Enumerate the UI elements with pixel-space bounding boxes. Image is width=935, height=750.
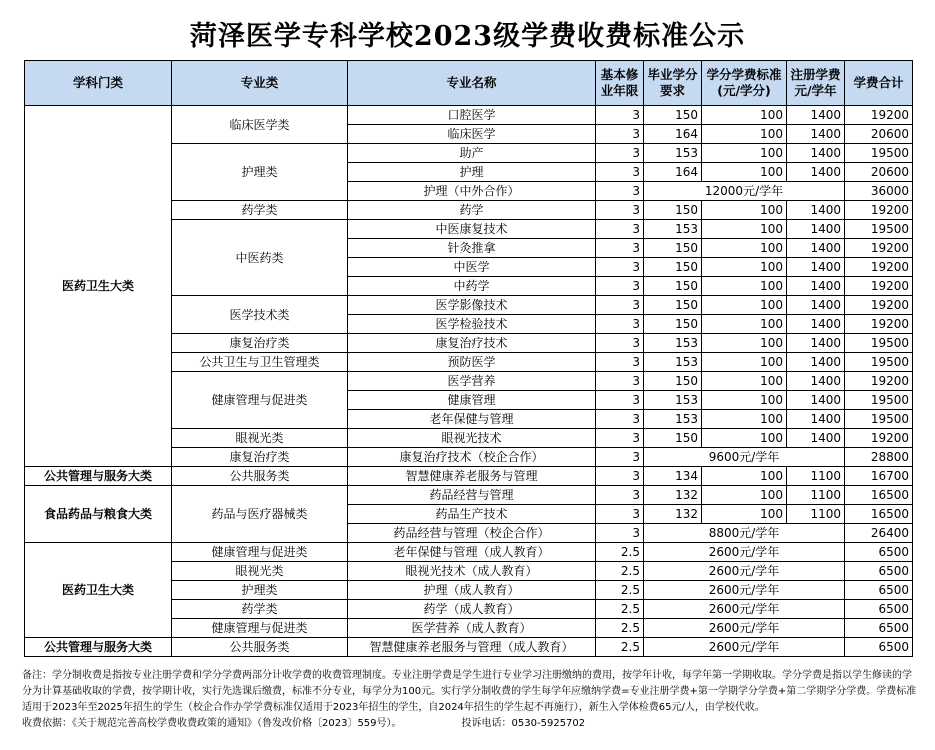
major-class-cell: 药品与医疗器械类 <box>172 486 348 543</box>
header-credits: 毕业学分要求 <box>644 61 702 106</box>
major-name-cell: 助产 <box>348 144 596 163</box>
major-name-cell: 口腔医学 <box>348 106 596 125</box>
years-cell: 2.5 <box>596 543 644 562</box>
total-cell: 20600 <box>845 125 913 144</box>
years-cell: 3 <box>596 467 644 486</box>
category-cell: 公共管理与服务大类 <box>25 467 172 486</box>
credits-cell: 150 <box>644 372 702 391</box>
years-cell: 3 <box>596 315 644 334</box>
header-credit-fee: 学分学费标准(元/学分) <box>702 61 787 106</box>
years-cell: 3 <box>596 410 644 429</box>
total-cell: 19200 <box>845 429 913 448</box>
reg-fee-cell: 1400 <box>787 372 845 391</box>
credits-cell: 153 <box>644 391 702 410</box>
credits-cell: 164 <box>644 163 702 182</box>
credit-fee-cell: 100 <box>702 391 787 410</box>
reg-fee-cell: 1400 <box>787 125 845 144</box>
credit-fee-cell: 100 <box>702 334 787 353</box>
credits-cell: 134 <box>644 467 702 486</box>
header-years: 基本修业年限 <box>596 61 644 106</box>
total-cell: 19500 <box>845 391 913 410</box>
fee-table <box>24 60 913 657</box>
major-name-cell: 药品经营与管理 <box>348 486 596 505</box>
years-cell: 3 <box>596 201 644 220</box>
credit-fee-cell: 100 <box>702 125 787 144</box>
years-cell: 3 <box>596 144 644 163</box>
total-cell: 6500 <box>845 600 913 619</box>
total-cell: 26400 <box>845 524 913 543</box>
total-cell: 6500 <box>845 638 913 657</box>
reg-fee-cell: 1400 <box>787 296 845 315</box>
major-class-cell: 护理类 <box>172 581 348 600</box>
credits-cell: 153 <box>644 353 702 372</box>
credit-fee-cell: 100 <box>702 296 787 315</box>
reg-fee-cell: 1400 <box>787 106 845 125</box>
major-class-cell: 康复治疗类 <box>172 448 348 467</box>
major-class-cell: 药学类 <box>172 600 348 619</box>
reg-fee-cell: 1400 <box>787 429 845 448</box>
reg-fee-cell: 1400 <box>787 144 845 163</box>
total-cell: 6500 <box>845 562 913 581</box>
table-row <box>25 467 913 486</box>
total-cell: 19200 <box>845 296 913 315</box>
years-cell: 3 <box>596 448 644 467</box>
major-name-cell: 医学影像技术 <box>348 296 596 315</box>
years-cell: 3 <box>596 505 644 524</box>
credits-cell: 150 <box>644 106 702 125</box>
table-row <box>25 486 913 505</box>
major-name-cell: 药学（成人教育） <box>348 600 596 619</box>
major-name-cell: 康复治疗技术 <box>348 334 596 353</box>
total-cell: 19200 <box>845 372 913 391</box>
years-cell: 3 <box>596 296 644 315</box>
credits-cell: 150 <box>644 429 702 448</box>
header-major-name: 专业名称 <box>348 61 596 106</box>
years-cell: 2.5 <box>596 619 644 638</box>
reg-fee-cell: 1400 <box>787 220 845 239</box>
major-name-cell: 护理（成人教育） <box>348 581 596 600</box>
years-cell: 2.5 <box>596 562 644 581</box>
total-cell: 36000 <box>845 182 913 201</box>
total-cell: 28800 <box>845 448 913 467</box>
major-name-cell: 健康管理 <box>348 391 596 410</box>
total-cell: 19200 <box>845 258 913 277</box>
years-cell: 3 <box>596 106 644 125</box>
years-cell: 3 <box>596 524 644 543</box>
credits-cell: 132 <box>644 505 702 524</box>
years-cell: 3 <box>596 239 644 258</box>
years-cell: 3 <box>596 429 644 448</box>
total-cell: 6500 <box>845 619 913 638</box>
years-cell: 3 <box>596 277 644 296</box>
flat-fee-cell: 2600元/学年 <box>644 638 845 657</box>
total-cell: 19200 <box>845 201 913 220</box>
credit-fee-cell: 100 <box>702 505 787 524</box>
major-name-cell: 护理 <box>348 163 596 182</box>
category-cell: 医药卫生大类 <box>25 543 172 638</box>
total-cell: 6500 <box>845 543 913 562</box>
major-class-cell: 临床医学类 <box>172 106 348 144</box>
credit-fee-cell: 100 <box>702 315 787 334</box>
reg-fee-cell: 1100 <box>787 467 845 486</box>
total-cell: 16700 <box>845 467 913 486</box>
credits-cell: 150 <box>644 315 702 334</box>
complaint-phone: 投诉电话：0530-5925702 <box>461 718 586 729</box>
credit-fee-cell: 100 <box>702 144 787 163</box>
flat-fee-cell: 2600元/学年 <box>644 543 845 562</box>
credits-cell: 132 <box>644 486 702 505</box>
credits-cell: 150 <box>644 239 702 258</box>
reg-fee-cell: 1400 <box>787 334 845 353</box>
years-cell: 3 <box>596 353 644 372</box>
header-category: 学科门类 <box>25 61 172 106</box>
credits-cell: 153 <box>644 144 702 163</box>
major-class-cell: 健康管理与促进类 <box>172 543 348 562</box>
flat-fee-cell: 2600元/学年 <box>644 600 845 619</box>
credits-cell: 150 <box>644 258 702 277</box>
total-cell: 19500 <box>845 410 913 429</box>
reg-fee-cell: 1400 <box>787 391 845 410</box>
reg-fee-cell: 1400 <box>787 239 845 258</box>
credit-fee-cell: 100 <box>702 220 787 239</box>
reg-fee-cell: 1400 <box>787 258 845 277</box>
reg-fee-cell: 1400 <box>787 353 845 372</box>
credit-fee-cell: 100 <box>702 277 787 296</box>
total-cell: 16500 <box>845 505 913 524</box>
reg-fee-cell: 1100 <box>787 486 845 505</box>
reg-fee-cell: 1400 <box>787 277 845 296</box>
category-cell: 食品药品与粮食大类 <box>25 486 172 543</box>
major-class-cell: 公共服务类 <box>172 638 348 657</box>
flat-fee-cell: 9600元/学年 <box>644 448 845 467</box>
table-row <box>25 106 913 125</box>
major-name-cell: 预防医学 <box>348 353 596 372</box>
credit-fee-cell: 100 <box>702 486 787 505</box>
total-cell: 6500 <box>845 581 913 600</box>
credits-cell: 153 <box>644 410 702 429</box>
credit-fee-cell: 100 <box>702 410 787 429</box>
credit-fee-cell: 100 <box>702 106 787 125</box>
years-cell: 3 <box>596 220 644 239</box>
table-row <box>25 638 913 657</box>
header-reg-fee: 注册学费元/学年 <box>787 61 845 106</box>
credit-fee-cell: 100 <box>702 467 787 486</box>
notes <box>22 668 917 732</box>
years-cell: 3 <box>596 372 644 391</box>
major-name-cell: 中药学 <box>348 277 596 296</box>
major-class-cell: 康复治疗类 <box>172 334 348 353</box>
reg-fee-cell: 1400 <box>787 163 845 182</box>
fee-basis: 收费依据：《关于规范完善高校学费收费政策的通知》（鲁发改价格〔2023〕559号）。 <box>22 718 402 729</box>
major-name-cell: 针灸推拿 <box>348 239 596 258</box>
header-major-class: 专业类 <box>172 61 348 106</box>
years-cell: 3 <box>596 258 644 277</box>
major-name-cell: 药品生产技术 <box>348 505 596 524</box>
table-row <box>25 543 913 562</box>
years-cell: 3 <box>596 125 644 144</box>
header-total: 学费合计 <box>845 61 913 106</box>
major-name-cell: 中医学 <box>348 258 596 277</box>
reg-fee-cell: 1400 <box>787 410 845 429</box>
major-name-cell: 护理（中外合作） <box>348 182 596 201</box>
credit-fee-cell: 100 <box>702 429 787 448</box>
notes-footer <box>22 716 917 732</box>
years-cell: 2.5 <box>596 581 644 600</box>
major-class-cell: 护理类 <box>172 144 348 201</box>
major-class-cell: 中医药类 <box>172 220 348 296</box>
major-class-cell: 眼视光类 <box>172 562 348 581</box>
major-name-cell: 老年保健与管理（成人教育） <box>348 543 596 562</box>
major-class-cell: 健康管理与促进类 <box>172 372 348 429</box>
total-cell: 19500 <box>845 144 913 163</box>
total-cell: 19200 <box>845 239 913 258</box>
flat-fee-cell: 8800元/学年 <box>644 524 845 543</box>
major-name-cell: 康复治疗技术（校企合作） <box>348 448 596 467</box>
credit-fee-cell: 100 <box>702 239 787 258</box>
notes-text: 备注：学分制收费是指按专业注册学费和学分学费两部分计收学费的收费管理制度。专业注册学费是学生进行专业学习注册缴纳的费用，按学年计收，每学年第一学期收取。学分学费是指以学生修读的学分为计算基础收取的学费，按学期计收，实行先选课后缴费，标准不分专业，每学分为100元。实行学分制收费的学生每学年应缴纳学费=专业注册学费+第一学期学分学费+第二学期学分学费。学费标准适用于2023年至2025年招生的学生（校企合作办学学费标准仅适用于2023年招生的学生，自2024年招生的学生起不再施行），新生入学体检费65元/人，由学校代收。 <box>22 670 917 713</box>
years-cell: 2.5 <box>596 638 644 657</box>
years-cell: 3 <box>596 334 644 353</box>
years-cell: 3 <box>596 182 644 201</box>
credit-fee-cell: 100 <box>702 353 787 372</box>
major-class-cell: 药学类 <box>172 201 348 220</box>
years-cell: 3 <box>596 163 644 182</box>
major-name-cell: 临床医学 <box>348 125 596 144</box>
total-cell: 19500 <box>845 220 913 239</box>
major-name-cell: 药学 <box>348 201 596 220</box>
table-header-row <box>25 61 913 106</box>
major-class-cell: 眼视光类 <box>172 429 348 448</box>
credits-cell: 164 <box>644 125 702 144</box>
total-cell: 19200 <box>845 315 913 334</box>
credit-fee-cell: 100 <box>702 258 787 277</box>
major-name-cell: 医学营养（成人教育） <box>348 619 596 638</box>
total-cell: 19200 <box>845 106 913 125</box>
table-body <box>25 106 913 657</box>
credits-cell: 150 <box>644 296 702 315</box>
major-name-cell: 眼视光技术（成人教育） <box>348 562 596 581</box>
total-cell: 20600 <box>845 163 913 182</box>
major-name-cell: 医学检验技术 <box>348 315 596 334</box>
years-cell: 3 <box>596 486 644 505</box>
page-title: 菏泽医学专科学校2023级学费收费标准公示 <box>189 21 746 52</box>
flat-fee-cell: 2600元/学年 <box>644 619 845 638</box>
major-name-cell: 药品经营与管理（校企合作） <box>348 524 596 543</box>
credits-cell: 153 <box>644 334 702 353</box>
credits-cell: 150 <box>644 277 702 296</box>
years-cell: 2.5 <box>596 600 644 619</box>
reg-fee-cell: 1400 <box>787 201 845 220</box>
major-name-cell: 老年保健与管理 <box>348 410 596 429</box>
total-cell: 19200 <box>845 277 913 296</box>
major-class-cell: 公共服务类 <box>172 467 348 486</box>
credits-cell: 153 <box>644 220 702 239</box>
category-cell: 公共管理与服务大类 <box>25 638 172 657</box>
credit-fee-cell: 100 <box>702 372 787 391</box>
total-cell: 19500 <box>845 334 913 353</box>
credit-fee-cell: 100 <box>702 201 787 220</box>
category-cell: 医药卫生大类 <box>25 106 172 467</box>
credits-cell: 150 <box>644 201 702 220</box>
flat-fee-cell: 2600元/学年 <box>644 562 845 581</box>
years-cell: 3 <box>596 391 644 410</box>
reg-fee-cell: 1100 <box>787 505 845 524</box>
reg-fee-cell: 1400 <box>787 315 845 334</box>
major-name-cell: 智慧健康养老服务与管理（成人教育） <box>348 638 596 657</box>
credit-fee-cell: 100 <box>702 163 787 182</box>
total-cell: 19500 <box>845 353 913 372</box>
major-name-cell: 眼视光技术 <box>348 429 596 448</box>
major-name-cell: 医学营养 <box>348 372 596 391</box>
major-class-cell: 医学技术类 <box>172 296 348 334</box>
flat-fee-cell: 2600元/学年 <box>644 581 845 600</box>
major-class-cell: 公共卫生与卫生管理类 <box>172 353 348 372</box>
major-name-cell: 智慧健康养老服务与管理 <box>348 467 596 486</box>
total-cell: 16500 <box>845 486 913 505</box>
major-class-cell: 健康管理与促进类 <box>172 619 348 638</box>
flat-fee-cell: 12000元/学年 <box>644 182 845 201</box>
major-name-cell: 中医康复技术 <box>348 220 596 239</box>
